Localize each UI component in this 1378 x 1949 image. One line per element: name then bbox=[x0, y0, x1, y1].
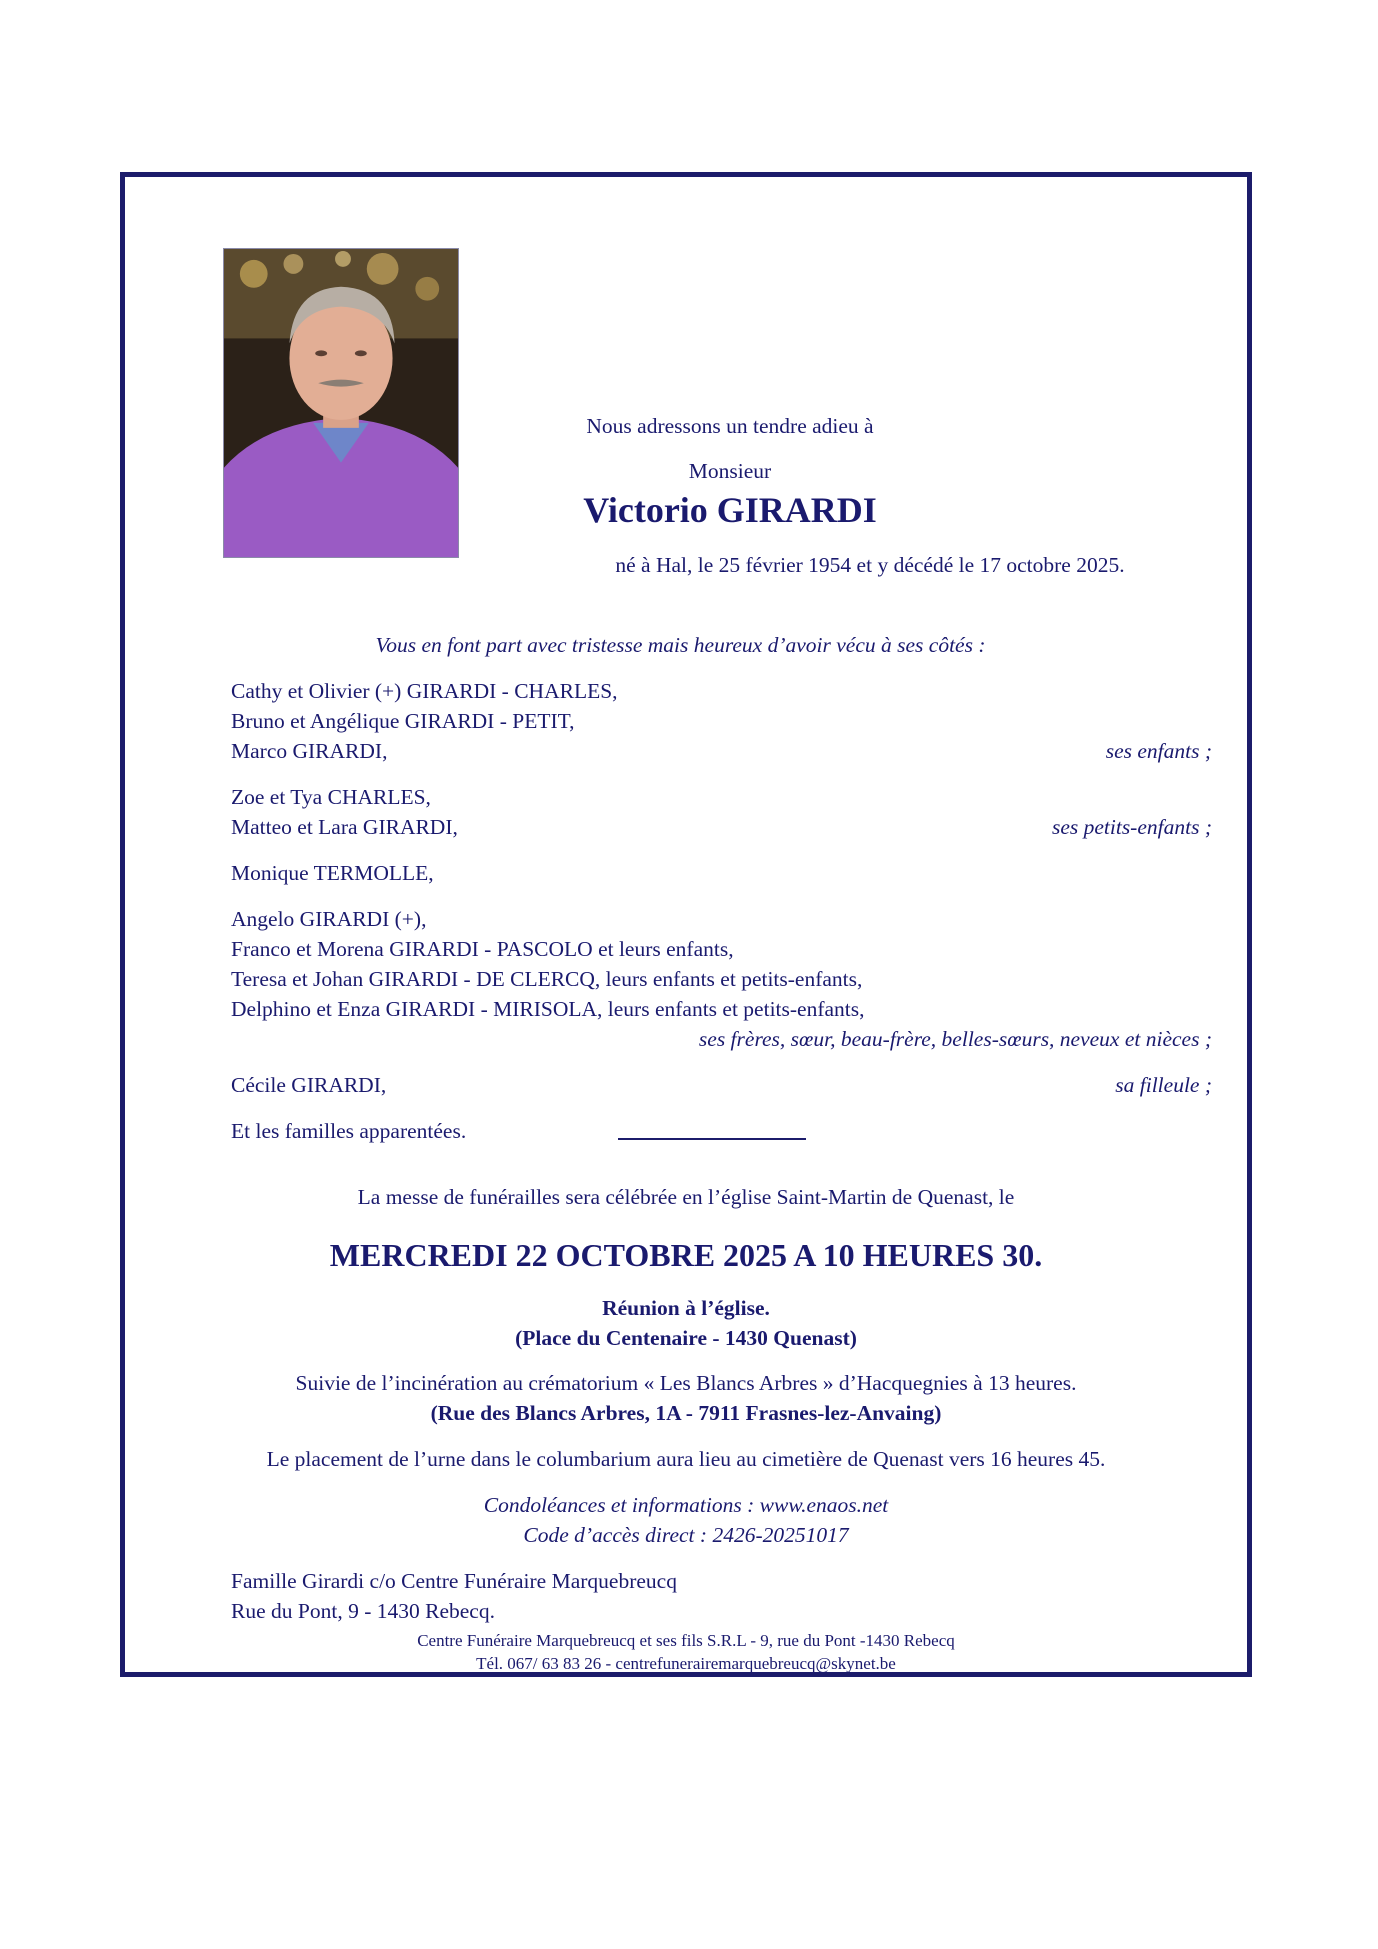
cremation-info: Suivie de l’incinération au crématorium « Les Blancs Arbres » d’Hacquegnies à 13 heures. bbox=[295, 1371, 1077, 1395]
grandchildren-role: ses petits-enfants ; bbox=[1051, 815, 1212, 839]
children-line: Cathy et Olivier (+) GIRARDI - CHARLES, bbox=[231, 679, 618, 703]
children-role: ses enfants ; bbox=[1105, 739, 1212, 763]
portrait-image bbox=[224, 249, 458, 557]
announcement: Vous en font part avec tristesse mais heureux d’avoir vécu à ses côtés : bbox=[375, 633, 986, 657]
mass-intro: La messe de funérailles sera célébrée en l’église Saint-Martin de Quenast, le bbox=[357, 1185, 1015, 1209]
grandchildren-line: Matteo et Lara GIRARDI, bbox=[231, 815, 458, 839]
meeting-info: Réunion à l’église. bbox=[602, 1296, 770, 1320]
contact-line: Famille Girardi c/o Centre Funéraire Marquebreucq bbox=[231, 1569, 677, 1593]
grandchildren-line: Zoe et Tya CHARLES, bbox=[231, 785, 431, 809]
condolences-info: Condoléances et informations : www.enaos.net bbox=[483, 1493, 889, 1517]
partner-line: Monique TERMOLLE, bbox=[231, 861, 434, 885]
siblings-line: Franco et Morena GIRARDI - PASCOLO et leurs enfants, bbox=[231, 937, 734, 961]
intro-text: Nous adressons un tendre adieu à bbox=[586, 414, 874, 438]
siblings-role: ses frères, sœur, beau-frère, belles-sœurs, neveux et nièces ; bbox=[698, 1027, 1212, 1051]
deceased-name: Victorio GIRARDI bbox=[583, 490, 877, 530]
siblings-line: Angelo GIRARDI (+), bbox=[231, 907, 427, 931]
families-line: Et les familles apparentées. bbox=[231, 1119, 467, 1143]
siblings-line: Delphino et Enza GIRARDI - MIRISOLA, leurs enfants et petits-enfants, bbox=[231, 997, 865, 1021]
meeting-address: (Place du Centenaire - 1430 Quenast) bbox=[515, 1326, 857, 1350]
cremation-address: (Rue des Blancs Arbres, 1A - 7911 Frasnes-lez-Anvaing) bbox=[430, 1401, 942, 1425]
urn-info: Le placement de l’urne dans le columbarium aura lieu au cimetière de Quenast vers 16 heures 45. bbox=[266, 1447, 1106, 1471]
siblings-line: Teresa et Johan GIRARDI - DE CLERCQ, leurs enfants et petits-enfants, bbox=[231, 967, 863, 991]
mass-date: MERCREDI 22 OCTOBRE 2025 A 10 HEURES 30. bbox=[329, 1237, 1043, 1273]
separator-rule bbox=[618, 1138, 806, 1140]
goddaughter-line: Cécile GIRARDI, bbox=[231, 1073, 387, 1097]
honorific: Monsieur bbox=[688, 459, 772, 483]
children-line: Marco GIRARDI, bbox=[231, 739, 388, 763]
footer-line: Tél. 067/ 63 83 26 - centrefunerairemarquebreucq@skynet.be bbox=[476, 1654, 896, 1673]
portrait-photo bbox=[223, 248, 459, 558]
birth-death-dates: né à Hal, le 25 février 1954 et y décédé le 17 octobre 2025. bbox=[615, 553, 1125, 577]
footer-line: Centre Funéraire Marquebreucq et ses fils S.R.L - 9, rue du Pont -1430 Rebecq bbox=[417, 1631, 955, 1650]
access-code: Code d’accès direct : 2426-20251017 bbox=[523, 1523, 849, 1547]
goddaughter-role: sa filleule ; bbox=[1115, 1073, 1212, 1097]
contact-line: Rue du Pont, 9 - 1430 Rebecq. bbox=[231, 1599, 495, 1623]
children-line: Bruno et Angélique GIRARDI - PETIT, bbox=[231, 709, 575, 733]
